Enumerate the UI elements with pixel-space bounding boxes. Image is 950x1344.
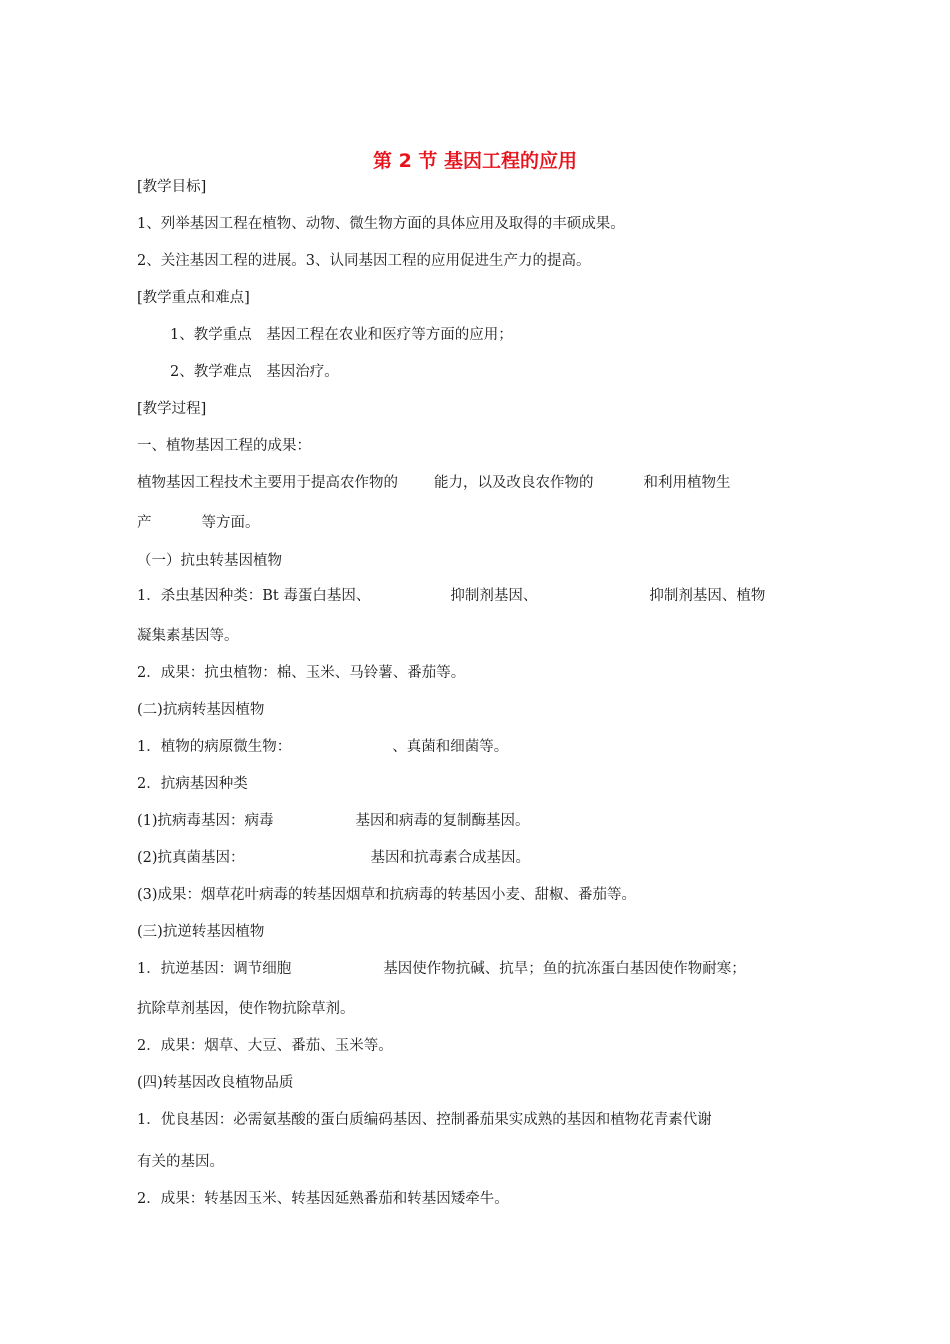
difficulty-item: 2、教学难点 基因治疗。 — [170, 364, 339, 380]
subsection-heading: (四)转基因改良植物品质 — [137, 1075, 294, 1091]
paragraph-line — [137, 513, 827, 533]
goal-item-2-3: 2、关注基因工程的进展。3、认同基因工程的应用促进生产力的提高。 — [137, 253, 591, 269]
paragraph-line — [137, 586, 827, 606]
paragraph-line: 2．成果：抗虫植物：棉、玉米、马铃薯、番茄等。 — [137, 665, 466, 681]
subsection-heading: （一）抗虫转基因植物 — [137, 553, 282, 569]
teaching-goals-heading: [教学目标] — [137, 179, 207, 195]
goal-item-1: 1、列举基因工程在植物、动物、微生物方面的具体应用及取得的丰硕成果。 — [137, 216, 625, 232]
paragraph-line: 1．优良基因：必需氨基酸的蛋白质编码基因、控制番茄果实成熟的基因和植物花青素代谢 — [137, 1112, 712, 1128]
paragraph-line: 凝集素基因等。 — [137, 628, 239, 644]
paragraph-line: (3)成果：烟草花叶病毒的转基因烟草和抗病毒的转基因小麦、甜椒、番茄等。 — [137, 887, 637, 903]
text-segment: 基因和病毒的复制酶基因。 — [355, 813, 530, 829]
text-segment: 基因和抗毒素合成基因。 — [370, 850, 531, 866]
subsection-heading: (二)抗病转基因植物 — [137, 702, 265, 718]
paragraph-line: 抗除草剂基因，使作物抗除草剂。 — [137, 1001, 355, 1017]
text-segment: 基因使作物抗碱、抗旱；鱼的抗冻蛋白基因使作物耐寒； — [383, 961, 746, 977]
key-points-heading: [教学重点和难点] — [137, 290, 250, 306]
text-segment: 和利用植物生 — [643, 475, 731, 491]
paragraph-line — [137, 473, 827, 493]
paragraph-line: 2．抗病基因种类 — [137, 776, 248, 792]
text-segment: 1．抗逆基因：调节细胞 — [137, 961, 292, 977]
paragraph-line — [137, 737, 827, 757]
paragraph-line: 2．成果：转基因玉米、转基因延熟番茄和转基因矮牵牛。 — [137, 1191, 509, 1207]
paragraph-line — [137, 811, 827, 831]
section-heading-1: 一、植物基因工程的成果： — [137, 438, 311, 454]
text-segment: (2)抗真菌基因： — [137, 850, 245, 866]
text-segment: 1．杀虫基因种类：Bt 毒蛋白基因、 — [137, 588, 371, 604]
text-segment: 抑制剂基因、植物 — [649, 588, 766, 604]
text-segment: (1)抗病毒基因：病毒 — [137, 813, 274, 829]
subsection-heading: (三)抗逆转基因植物 — [137, 924, 265, 940]
paragraph-line — [137, 959, 827, 979]
paragraph-line: 有关的基因。 — [137, 1154, 224, 1170]
text-segment: 植物基因工程技术主要用于提高农作物的 — [137, 475, 398, 491]
paragraph-line: 2．成果：烟草、大豆、番茄、玉米等。 — [137, 1038, 393, 1054]
text-segment: 1．植物的病原微生物： — [137, 739, 292, 755]
process-heading: [教学过程] — [137, 401, 207, 417]
key-point-item: 1、教学重点 基因工程在农业和医疗等方面的应用； — [170, 327, 513, 343]
text-segment: 抑制剂基因、 — [450, 588, 538, 604]
text-segment: 产 — [137, 515, 152, 531]
text-segment: 等方面。 — [201, 515, 260, 531]
text-segment: 、真菌和细菌等。 — [392, 739, 509, 755]
paragraph-line — [137, 848, 827, 868]
text-segment: 能力，以及改良农作物的 — [434, 475, 594, 491]
page-title: 第 2 节 基因工程的应用 — [372, 150, 578, 172]
